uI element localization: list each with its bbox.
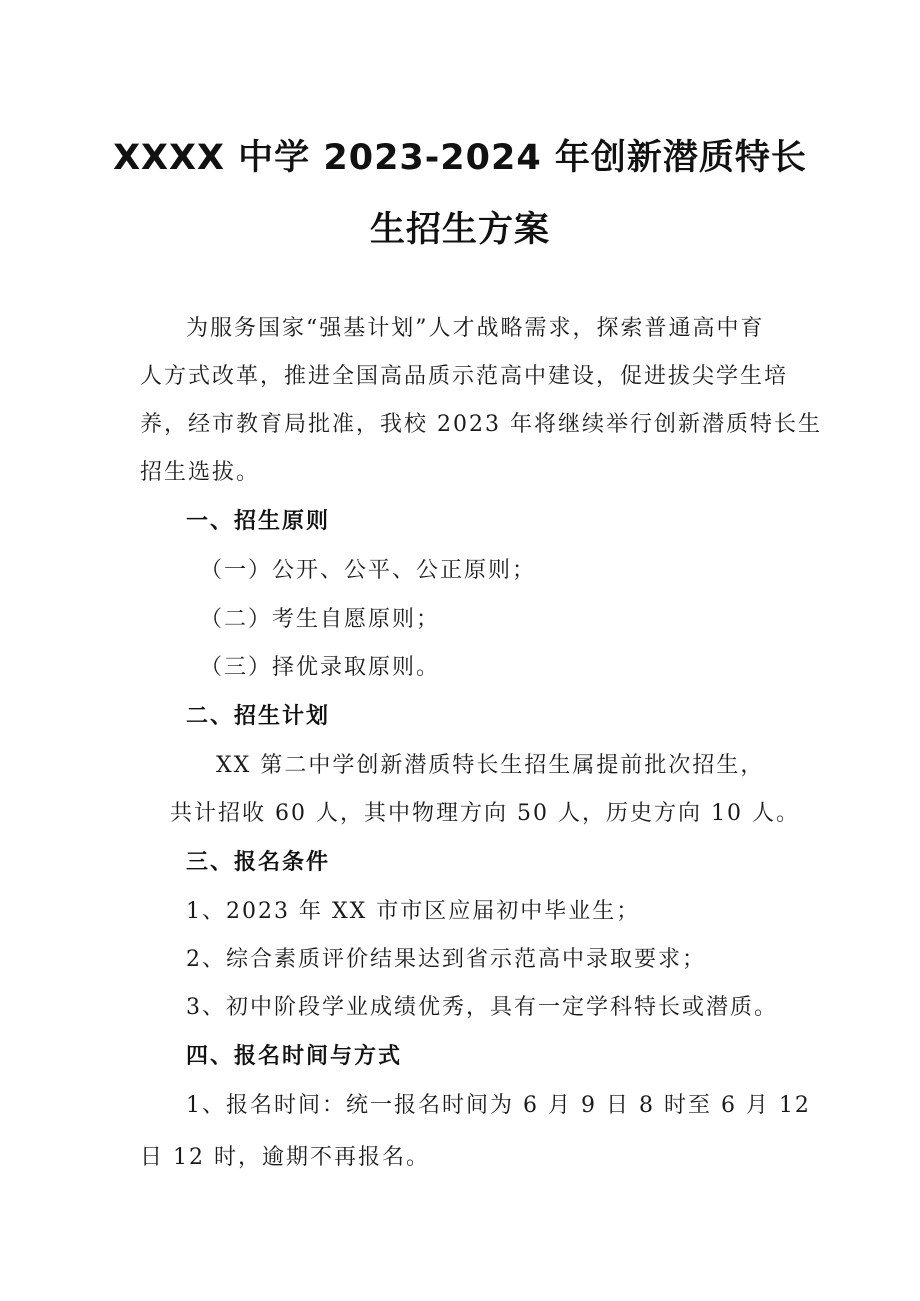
document-title-line-1: XXXX 中学 2023-2024 年创新潜质特长 bbox=[113, 138, 807, 178]
principle-item-2: （二）考生自愿原则； bbox=[200, 607, 441, 632]
condition-item-1: 1、2023 年 XX 市市区应届初中毕业生； bbox=[186, 899, 641, 924]
section-heading-conditions: 三、报名条件 bbox=[186, 850, 331, 875]
principle-item-3: （三）择优录取原则。 bbox=[200, 655, 441, 680]
document-title-line-2: 生招生方案 bbox=[369, 210, 550, 250]
intro-line-2: 人方式改革，推进全国高品质示范高中建设，促进拔尖学生培 bbox=[140, 364, 789, 389]
intro-line-1: 为服务国家“强基计划”人才战略需求，探索普通高中育 bbox=[186, 316, 765, 341]
intro-line-3: 养，经市教育局批准，我校 2023 年将继续举行创新潜质特长生 bbox=[140, 412, 822, 437]
registration-line-1: 1、报名时间：统一报名时间为 6 月 9 日 8 时至 6 月 12 bbox=[186, 1093, 811, 1118]
plan-line-2: 共计招收 60 人，其中物理方向 50 人，历史方向 10 人。 bbox=[170, 801, 800, 826]
registration-line-2: 日 12 时，逾期不再报名。 bbox=[140, 1145, 430, 1170]
intro-line-4: 招生选拔。 bbox=[140, 460, 261, 485]
section-heading-plan: 二、招生计划 bbox=[186, 704, 331, 729]
condition-item-2: 2、综合素质评价结果达到省示范高中录取要求； bbox=[186, 947, 706, 972]
section-heading-registration: 四、报名时间与方式 bbox=[186, 1044, 403, 1069]
condition-item-3: 3、初中阶段学业成绩优秀，具有一定学科特长或潜质。 bbox=[186, 995, 778, 1020]
principle-item-1: （一）公开、公平、公正原则； bbox=[200, 558, 537, 583]
section-heading-principles: 一、招生原则 bbox=[186, 509, 331, 534]
plan-line-1: XX 第二中学创新潜质特长生招生属提前批次招生， bbox=[216, 753, 765, 778]
